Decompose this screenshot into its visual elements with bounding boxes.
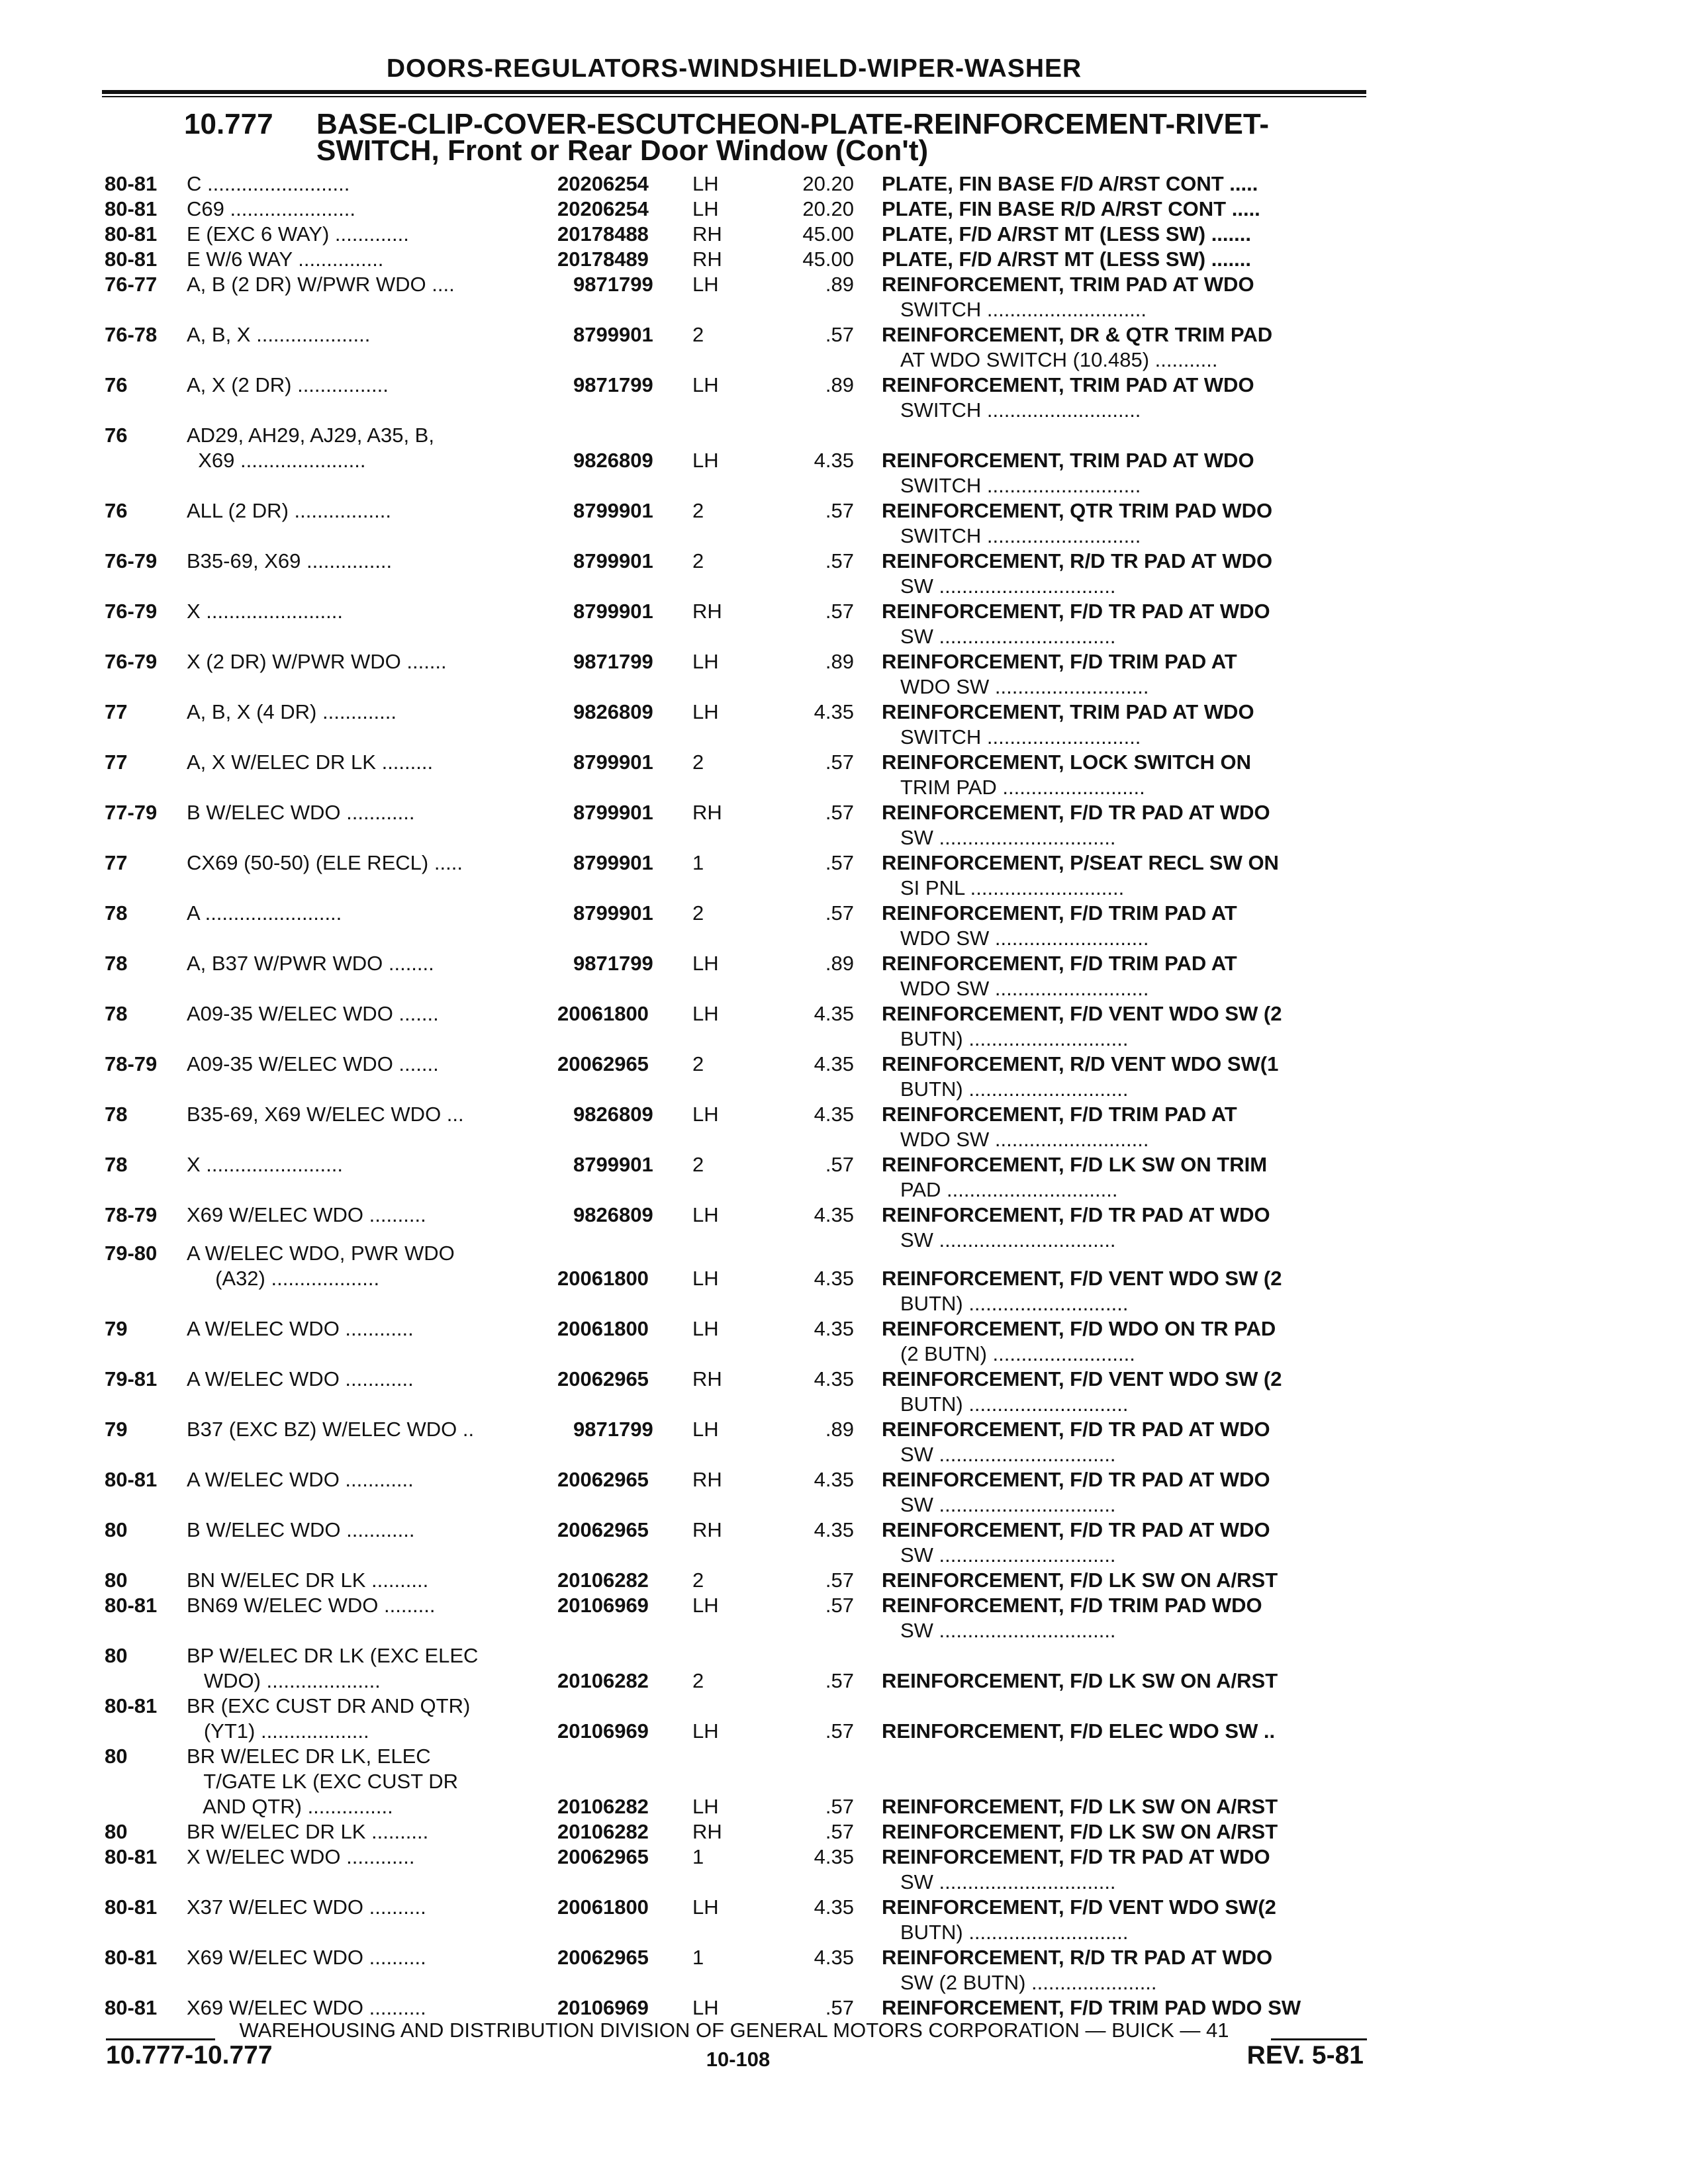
row-price: .57 [825, 499, 854, 522]
row-description-continued: SWITCH ........................... [900, 474, 1141, 497]
row-part-number: 20062965 [557, 1518, 649, 1541]
row-price: .57 [825, 1996, 854, 2019]
row-price: .57 [825, 1669, 854, 1692]
row-description: REINFORCEMENT, TRIM PAD AT WDO [882, 273, 1254, 296]
page-header: DOORS-REGULATORS-WINDSHIELD-WIPER-WASHER [386, 54, 1082, 83]
row-part-number: 20106969 [557, 1594, 649, 1617]
row-year: 76 [105, 424, 128, 447]
row-year: 77-79 [105, 801, 158, 824]
row-description-continued: SW ............................... [900, 826, 1116, 849]
row-price: 4.35 [814, 449, 854, 472]
row-price: 45.00 [802, 248, 854, 271]
row-model: BP W/ELEC DR LK (EXC ELEC [187, 1644, 479, 1667]
row-model: A W/ELEC WDO ............ [187, 1468, 414, 1491]
row-year: 80-81 [105, 1895, 158, 1919]
row-model: E (EXC 6 WAY) ............. [187, 222, 409, 246]
row-model: C ......................... [187, 172, 350, 195]
row-description-continued: WDO SW ........................... [900, 675, 1149, 698]
row-part-number: 8799901 [573, 801, 653, 824]
row-price: 4.35 [814, 1845, 854, 1868]
row-price: 20.20 [802, 197, 854, 220]
row-part-number: 8799901 [573, 1153, 653, 1176]
row-price: .57 [825, 1569, 854, 1592]
row-model: B W/ELEC WDO ............ [187, 801, 415, 824]
row-part-number: 20106282 [557, 1669, 649, 1692]
row-quantity: LH [692, 700, 719, 723]
row-price: 4.35 [814, 1367, 854, 1390]
row-description: PLATE, F/D A/RST MT (LESS SW) ....... [882, 222, 1251, 246]
row-model: A, X (2 DR) ................ [187, 373, 389, 396]
row-quantity: 2 [692, 323, 704, 346]
row-description-continued: SWITCH ........................... [900, 725, 1141, 749]
row-description: REINFORCEMENT, F/D LK SW ON A/RST [882, 1795, 1278, 1818]
row-part-number: 20106282 [557, 1795, 649, 1818]
row-quantity: LH [692, 1795, 719, 1818]
row-price: 4.35 [814, 1052, 854, 1075]
row-model: X ........................ [187, 1153, 343, 1176]
row-description-continued: SW ............................... [900, 1619, 1116, 1642]
row-price: .57 [825, 1719, 854, 1743]
row-part-number: 9871799 [573, 1418, 653, 1441]
row-model: X ........................ [187, 600, 343, 623]
row-part-number: 9871799 [573, 650, 653, 673]
row-model: BR W/ELEC DR LK .......... [187, 1820, 429, 1843]
row-description: REINFORCEMENT, TRIM PAD AT WDO [882, 373, 1254, 396]
row-description: REINFORCEMENT, F/D VENT WDO SW(2 [882, 1895, 1276, 1919]
row-part-number: 9871799 [573, 373, 653, 396]
row-model: X69 W/ELEC WDO .......... [187, 1996, 426, 2019]
row-model: A09-35 W/ELEC WDO ....... [187, 1052, 439, 1075]
row-part-number: 20178489 [557, 248, 649, 271]
row-quantity: LH [692, 1895, 719, 1919]
row-description: REINFORCEMENT, F/D TR PAD AT WDO [882, 801, 1270, 824]
row-price: .57 [825, 1795, 854, 1818]
row-part-number: 20106969 [557, 1996, 649, 2019]
row-description-continued: TRIM PAD ......................... [900, 776, 1145, 799]
row-description-continued: SI PNL ........................... [900, 876, 1125, 899]
row-part-number: 20062965 [557, 1845, 649, 1868]
header-rule [102, 90, 1366, 94]
row-model: WDO) .................... [187, 1669, 381, 1692]
row-year: 80-81 [105, 1845, 158, 1868]
row-price: .89 [825, 373, 854, 396]
row-model: BN W/ELEC DR LK .......... [187, 1569, 429, 1592]
row-model: BR W/ELEC DR LK, ELEC [187, 1745, 431, 1768]
row-year: 80-81 [105, 1694, 158, 1717]
row-model: CX69 (50-50) (ELE RECL) ..... [187, 851, 463, 874]
row-year: 76-77 [105, 273, 158, 296]
row-part-number: 20061800 [557, 1317, 649, 1340]
row-model: X (2 DR) W/PWR WDO ....... [187, 650, 447, 673]
row-price: .89 [825, 1418, 854, 1441]
row-year: 78-79 [105, 1052, 158, 1075]
row-price: 4.35 [814, 1946, 854, 1969]
row-price: .57 [825, 549, 854, 572]
row-description: REINFORCEMENT, F/D WDO ON TR PAD [882, 1317, 1276, 1340]
row-description-continued: BUTN) ............................ [900, 1292, 1129, 1315]
row-description: PLATE, FIN BASE F/D A/RST CONT ..... [882, 172, 1258, 195]
row-part-number: 9826809 [573, 700, 653, 723]
footer-page-number: 10-108 [706, 2048, 771, 2071]
row-model: A W/ELEC WDO ............ [187, 1367, 414, 1390]
row-description: PLATE, FIN BASE R/D A/RST CONT ..... [882, 197, 1260, 220]
row-price: 4.35 [814, 1468, 854, 1491]
row-quantity: LH [692, 273, 719, 296]
row-description: REINFORCEMENT, TRIM PAD AT WDO [882, 700, 1254, 723]
row-year: 79-80 [105, 1242, 158, 1265]
row-description-continued: SW ............................... [900, 625, 1116, 648]
row-quantity: RH [692, 222, 722, 246]
row-description-continued: PAD .............................. [900, 1178, 1118, 1201]
row-quantity: 1 [692, 1845, 704, 1868]
row-price: .57 [825, 1820, 854, 1843]
row-description: REINFORCEMENT, F/D TRIM PAD WDO SW [882, 1996, 1301, 2019]
row-description: REINFORCEMENT, QTR TRIM PAD WDO [882, 499, 1273, 522]
row-quantity: LH [692, 1203, 719, 1226]
row-model: A W/ELEC WDO ............ [187, 1317, 414, 1340]
row-year: 80-81 [105, 1996, 158, 2019]
row-price: .57 [825, 901, 854, 925]
row-part-number: 9826809 [573, 449, 653, 472]
row-year: 78 [105, 952, 128, 975]
row-part-number: 20106969 [557, 1719, 649, 1743]
row-quantity: LH [692, 1418, 719, 1441]
row-year: 80 [105, 1820, 128, 1843]
row-model: BN69 W/ELEC WDO ......... [187, 1594, 436, 1617]
row-description: REINFORCEMENT, F/D TR PAD AT WDO [882, 1468, 1270, 1491]
footer-revision: REV. 5-81 [1246, 2041, 1364, 2070]
row-price: 4.35 [814, 700, 854, 723]
row-year: 77 [105, 851, 128, 874]
row-price: 4.35 [814, 1203, 854, 1226]
row-model: A, X W/ELEC DR LK ......... [187, 751, 434, 774]
row-quantity: 2 [692, 1153, 704, 1176]
row-description: REINFORCEMENT, F/D TR PAD AT WDO [882, 1203, 1270, 1226]
row-model: A ........................ [187, 901, 342, 925]
row-description: REINFORCEMENT, F/D TR PAD AT WDO [882, 1845, 1270, 1868]
row-description-continued: SW ............................... [900, 1493, 1116, 1516]
row-year: 80-81 [105, 248, 158, 271]
row-price: 4.35 [814, 1002, 854, 1025]
row-price: .57 [825, 323, 854, 346]
row-description: REINFORCEMENT, TRIM PAD AT WDO [882, 449, 1254, 472]
row-description: REINFORCEMENT, F/D VENT WDO SW (2 [882, 1367, 1282, 1390]
row-year: 80-81 [105, 1468, 158, 1491]
row-year: 76-79 [105, 549, 158, 572]
row-quantity: 2 [692, 1669, 704, 1692]
row-part-number: 20062965 [557, 1946, 649, 1969]
row-quantity: LH [692, 1594, 719, 1617]
row-description-continued: SW ............................... [900, 574, 1116, 598]
row-description: REINFORCEMENT, F/D TRIM PAD AT [882, 650, 1237, 673]
row-quantity: RH [692, 600, 722, 623]
row-quantity: LH [692, 1317, 719, 1340]
row-description-continued: SW ............................... [900, 1443, 1116, 1466]
row-quantity: 2 [692, 549, 704, 572]
row-description: REINFORCEMENT, F/D TRIM PAD AT [882, 952, 1237, 975]
row-quantity: 2 [692, 751, 704, 774]
row-quantity: LH [692, 1002, 719, 1025]
row-description-continued: SW ............................... [900, 1228, 1116, 1251]
row-description-continued: WDO SW ........................... [900, 977, 1149, 1000]
row-model: T/GATE LK (EXC CUST DR [187, 1770, 458, 1793]
row-description-continued: SWITCH ........................... [900, 524, 1141, 547]
row-model: A, B, X (4 DR) ............. [187, 700, 397, 723]
row-year: 80 [105, 1518, 128, 1541]
row-model: A W/ELEC WDO, PWR WDO [187, 1242, 455, 1265]
row-model: X37 W/ELEC WDO .......... [187, 1895, 426, 1919]
row-part-number: 20106282 [557, 1820, 649, 1843]
row-description-continued: SW (2 BUTN) ...................... [900, 1971, 1157, 1994]
row-price: 45.00 [802, 222, 854, 246]
row-description: REINFORCEMENT, F/D TR PAD AT WDO [882, 1418, 1270, 1441]
row-description-continued: BUTN) ............................ [900, 1921, 1129, 1944]
row-description: REINFORCEMENT, R/D TR PAD AT WDO [882, 1946, 1273, 1969]
row-description-continued: BUTN) ............................ [900, 1392, 1129, 1416]
row-quantity: LH [692, 1267, 719, 1290]
row-quantity: LH [692, 952, 719, 975]
row-quantity: 2 [692, 1052, 704, 1075]
row-description: REINFORCEMENT, F/D TRIM PAD AT [882, 1103, 1237, 1126]
row-description: REINFORCEMENT, F/D VENT WDO SW (2 [882, 1267, 1282, 1290]
row-model: A, B, X .................... [187, 323, 371, 346]
row-year: 78-79 [105, 1203, 158, 1226]
row-year: 80 [105, 1644, 128, 1667]
row-part-number: 8799901 [573, 751, 653, 774]
row-part-number: 9826809 [573, 1103, 653, 1126]
row-price: .57 [825, 751, 854, 774]
row-price: .57 [825, 1153, 854, 1176]
row-part-number: 20206254 [557, 172, 649, 195]
row-model: B35-69, X69 W/ELEC WDO ... [187, 1103, 464, 1126]
row-model: (YT1) ................... [187, 1719, 369, 1743]
row-price: .89 [825, 273, 854, 296]
row-part-number: 9871799 [573, 952, 653, 975]
row-description: REINFORCEMENT, R/D VENT WDO SW(1 [882, 1052, 1279, 1075]
row-part-number: 9826809 [573, 1203, 653, 1226]
row-description: REINFORCEMENT, F/D LK SW ON A/RST [882, 1669, 1278, 1692]
row-description-continued: AT WDO SWITCH (10.485) ........... [900, 348, 1218, 371]
row-model: C69 ...................... [187, 197, 355, 220]
row-part-number: 8799901 [573, 851, 653, 874]
row-description: REINFORCEMENT, F/D LK SW ON A/RST [882, 1820, 1278, 1843]
row-price: 20.20 [802, 172, 854, 195]
row-price: 4.35 [814, 1103, 854, 1126]
row-quantity: LH [692, 650, 719, 673]
row-quantity: RH [692, 1468, 722, 1491]
row-description: REINFORCEMENT, R/D TR PAD AT WDO [882, 549, 1273, 572]
row-year: 78 [105, 901, 128, 925]
row-price: 4.35 [814, 1895, 854, 1919]
row-part-number: 8799901 [573, 901, 653, 925]
row-description: REINFORCEMENT, F/D ELEC WDO SW .. [882, 1719, 1276, 1743]
row-part-number: 20106282 [557, 1569, 649, 1592]
row-price: .57 [825, 600, 854, 623]
row-year: 76-78 [105, 323, 158, 346]
row-model: ALL (2 DR) ................. [187, 499, 391, 522]
row-year: 79 [105, 1317, 128, 1340]
row-description: REINFORCEMENT, F/D VENT WDO SW (2 [882, 1002, 1282, 1025]
row-quantity: LH [692, 1103, 719, 1126]
row-quantity: 1 [692, 851, 704, 874]
row-description-continued: SW ............................... [900, 1543, 1116, 1567]
row-description-continued: SWITCH ........................... [900, 398, 1141, 422]
section-title-line2: SWITCH, Front or Rear Door Window (Con't) [316, 134, 929, 167]
row-description-continued: SW ............................... [900, 1870, 1116, 1893]
row-model: BR (EXC CUST DR AND QTR) [187, 1694, 471, 1717]
row-model: AD29, AH29, AJ29, A35, B, [187, 424, 434, 447]
row-model: E W/6 WAY ............... [187, 248, 384, 271]
row-quantity: LH [692, 449, 719, 472]
row-year: 78 [105, 1153, 128, 1176]
row-year: 79-81 [105, 1367, 158, 1390]
row-year: 77 [105, 751, 128, 774]
section-title-line1: BASE-CLIP-COVER-ESCUTCHEON-PLATE-REINFORCEMENT-RIVET- [316, 108, 1269, 140]
row-quantity: RH [692, 801, 722, 824]
row-description: REINFORCEMENT, P/SEAT RECL SW ON [882, 851, 1279, 874]
row-description: PLATE, F/D A/RST MT (LESS SW) ....... [882, 248, 1251, 271]
row-model: (A32) ................... [187, 1267, 380, 1290]
row-year: 80-81 [105, 1594, 158, 1617]
row-model: B37 (EXC BZ) W/ELEC WDO .. [187, 1418, 475, 1441]
row-price: .89 [825, 650, 854, 673]
row-model: X69 ...................... [187, 449, 366, 472]
row-part-number: 8799901 [573, 600, 653, 623]
row-part-number: 20062965 [557, 1468, 649, 1491]
row-part-number: 9871799 [573, 273, 653, 296]
row-description: REINFORCEMENT, F/D TR PAD AT WDO [882, 1518, 1270, 1541]
row-description: REINFORCEMENT, LOCK SWITCH ON [882, 751, 1251, 774]
row-price: .57 [825, 1594, 854, 1617]
row-model: AND QTR) ............... [187, 1795, 393, 1818]
row-model: B35-69, X69 ............... [187, 549, 393, 572]
row-model: B W/ELEC WDO ............ [187, 1518, 415, 1541]
row-part-number: 20206254 [557, 197, 649, 220]
row-price: .57 [825, 801, 854, 824]
row-quantity: RH [692, 248, 722, 271]
row-year: 80-81 [105, 222, 158, 246]
row-quantity: LH [692, 197, 719, 220]
row-year: 79 [105, 1418, 128, 1441]
row-part-number: 20062965 [557, 1052, 649, 1075]
row-model: A, B37 W/PWR WDO ........ [187, 952, 434, 975]
row-year: 80 [105, 1569, 128, 1592]
row-year: 78 [105, 1002, 128, 1025]
row-year: 80-81 [105, 172, 158, 195]
row-description: REINFORCEMENT, F/D LK SW ON A/RST [882, 1569, 1278, 1592]
footer-rule-left [106, 2038, 215, 2040]
row-model: X69 W/ELEC WDO .......... [187, 1203, 426, 1226]
row-year: 76-79 [105, 600, 158, 623]
row-quantity: LH [692, 373, 719, 396]
footer-rule-right [1271, 2038, 1367, 2040]
row-part-number: 20062965 [557, 1367, 649, 1390]
row-quantity: 2 [692, 1569, 704, 1592]
row-description-continued: BUTN) ............................ [900, 1027, 1129, 1050]
row-description: REINFORCEMENT, F/D LK SW ON TRIM [882, 1153, 1268, 1176]
row-description: REINFORCEMENT, DR & QTR TRIM PAD [882, 323, 1273, 346]
row-part-number: 8799901 [573, 323, 653, 346]
row-description-continued: WDO SW ........................... [900, 927, 1149, 950]
row-year: 78 [105, 1103, 128, 1126]
row-quantity: RH [692, 1820, 722, 1843]
row-part-number: 20061800 [557, 1267, 649, 1290]
row-model: X W/ELEC WDO ............ [187, 1845, 415, 1868]
row-year: 76-79 [105, 650, 158, 673]
row-quantity: LH [692, 1996, 719, 2019]
row-year: 80-81 [105, 197, 158, 220]
row-description-continued: WDO SW ........................... [900, 1128, 1149, 1151]
row-price: 4.35 [814, 1267, 854, 1290]
row-quantity: RH [692, 1367, 722, 1390]
row-description: REINFORCEMENT, F/D TR PAD AT WDO [882, 600, 1270, 623]
row-part-number: 20061800 [557, 1895, 649, 1919]
row-model: A09-35 W/ELEC WDO ....... [187, 1002, 439, 1025]
row-quantity: 2 [692, 901, 704, 925]
row-description-continued: (2 BUTN) ......................... [900, 1342, 1135, 1365]
row-description-continued: BUTN) ............................ [900, 1077, 1129, 1101]
header-rule-thin [102, 96, 1366, 97]
row-quantity: RH [692, 1518, 722, 1541]
row-part-number: 8799901 [573, 549, 653, 572]
row-year: 80 [105, 1745, 128, 1768]
row-price: .57 [825, 851, 854, 874]
row-quantity: 2 [692, 499, 704, 522]
footer-line: WAREHOUSING AND DISTRIBUTION DIVISION OF GENERAL MOTORS CORPORATION — BUICK — 41 [239, 2019, 1229, 2042]
row-year: 80-81 [105, 1946, 158, 1969]
row-year: 76 [105, 499, 128, 522]
row-part-number: 20061800 [557, 1002, 649, 1025]
row-quantity: LH [692, 1719, 719, 1743]
row-description: REINFORCEMENT, F/D TRIM PAD WDO [882, 1594, 1262, 1617]
section-number: 10.777 [184, 108, 273, 140]
row-quantity: 1 [692, 1946, 704, 1969]
row-model: A, B (2 DR) W/PWR WDO .... [187, 273, 455, 296]
row-part-number: 20178488 [557, 222, 649, 246]
row-price: .89 [825, 952, 854, 975]
row-quantity: LH [692, 172, 719, 195]
row-price: 4.35 [814, 1518, 854, 1541]
row-model: X69 W/ELEC WDO .......... [187, 1946, 426, 1969]
row-year: 77 [105, 700, 128, 723]
row-year: 76 [105, 373, 128, 396]
row-description: REINFORCEMENT, F/D TRIM PAD AT [882, 901, 1237, 925]
row-price: 4.35 [814, 1317, 854, 1340]
footer-section-range: 10.777-10.777 [106, 2041, 273, 2070]
row-part-number: 8799901 [573, 499, 653, 522]
row-description-continued: SWITCH ............................ [900, 298, 1147, 321]
